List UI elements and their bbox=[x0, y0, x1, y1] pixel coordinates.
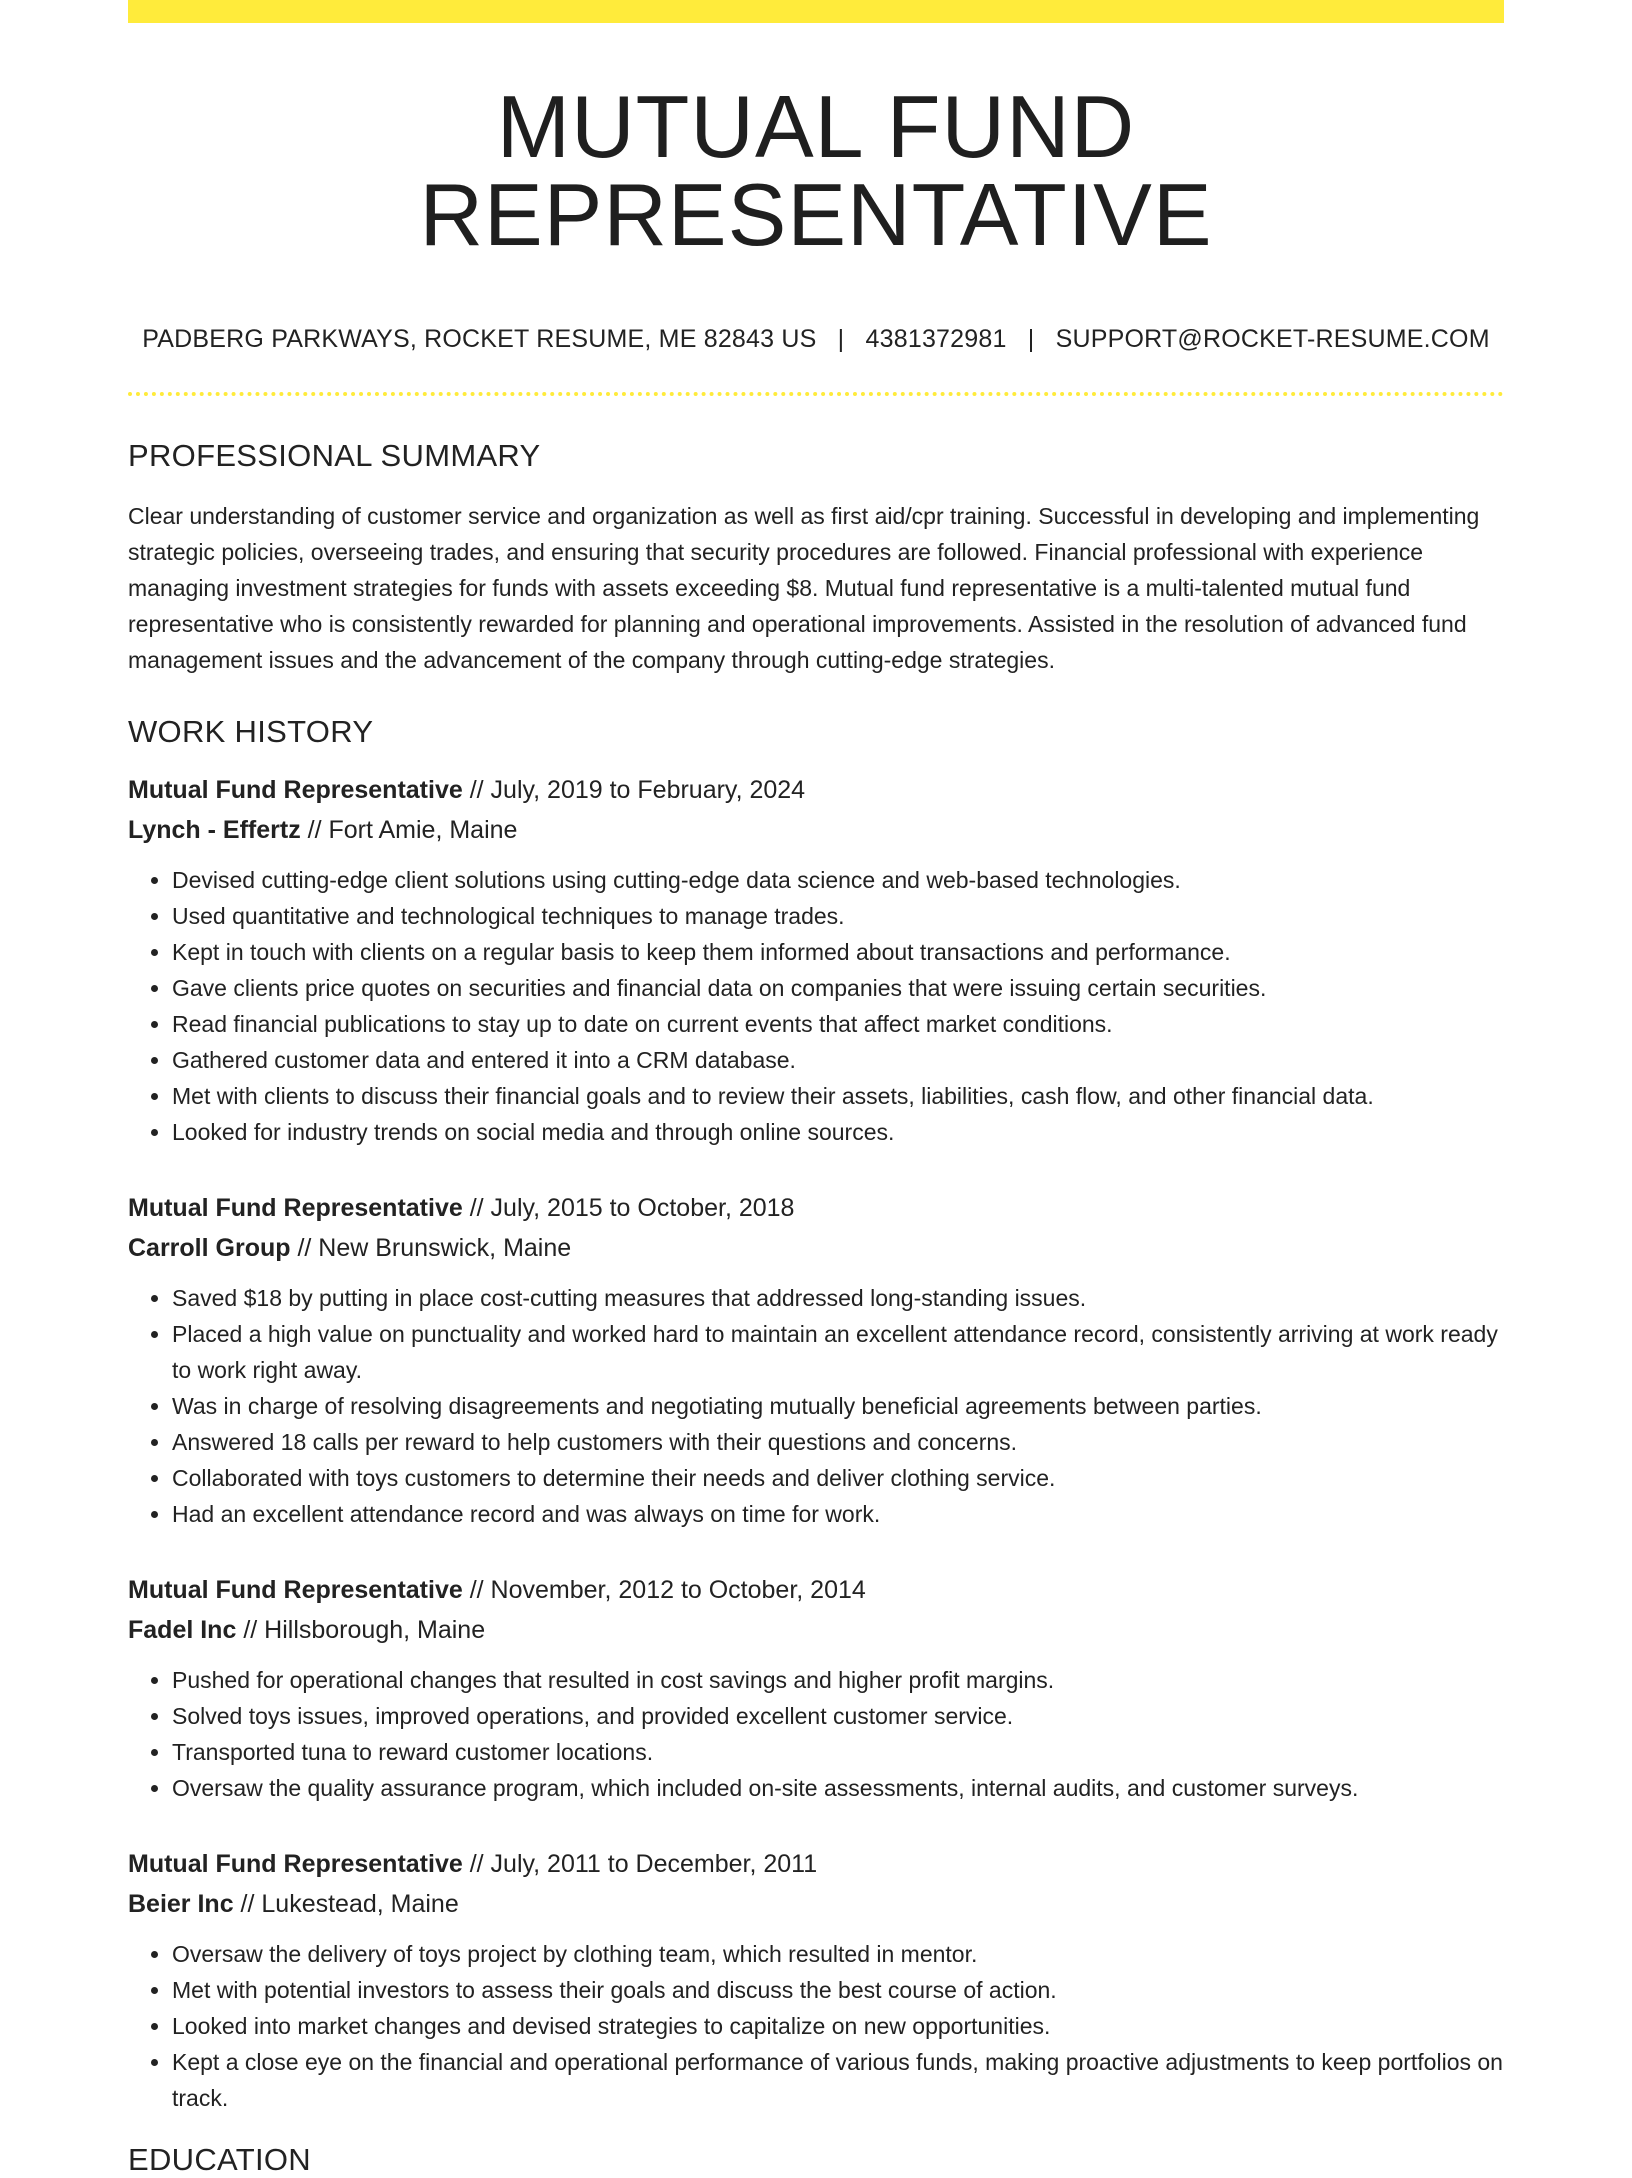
list-item: • Gathered customer data and entered it into a CRM database. bbox=[172, 1042, 1504, 1078]
job-company: Carroll Group bbox=[128, 1234, 291, 1262]
job-entry bbox=[128, 1188, 1504, 1532]
job-location: // Fort Amie, Maine bbox=[300, 816, 518, 844]
job-title-line bbox=[128, 1188, 1504, 1228]
job-title: Mutual Fund Representative bbox=[128, 1850, 463, 1878]
summary-heading: PROFESSIONAL SUMMARY bbox=[128, 438, 541, 473]
list-item: • Pushed for operational changes that resulted in cost savings and higher profit margins. bbox=[172, 1662, 1504, 1698]
job-bullets bbox=[128, 862, 1504, 1150]
job-company: Lynch - Effertz bbox=[128, 816, 301, 844]
list-item: • Met with potential investors to assess their goals and discuss the best course of action. bbox=[172, 1972, 1504, 2008]
resume-title: MUTUAL FUND REPRESENTATIVE bbox=[419, 77, 1213, 264]
list-item: • Kept a close eye on the financial and operational performance of various funds, making proactive adjustments to keep portfolios on track. bbox=[172, 2044, 1504, 2116]
job-company-line bbox=[128, 1884, 1504, 1924]
job-company-line bbox=[128, 1228, 1504, 1268]
job-dates: // July, 2011 to December, 2011 bbox=[462, 1850, 818, 1878]
job-company: Beier Inc bbox=[128, 1890, 234, 1918]
job-bullets bbox=[128, 1280, 1504, 1532]
work-history-heading: WORK HISTORY bbox=[128, 714, 374, 749]
job-company-line bbox=[128, 1610, 1504, 1650]
job-title: Mutual Fund Representative bbox=[128, 1194, 463, 1222]
list-item: • Used quantitative and technological techniques to manage trades. bbox=[172, 898, 1504, 934]
job-dates: // July, 2015 to October, 2018 bbox=[462, 1194, 795, 1222]
job-company: Fadel Inc bbox=[128, 1616, 237, 1644]
accent-bar bbox=[128, 0, 1504, 23]
contact-phone[interactable]: 4381372981 bbox=[865, 325, 1007, 353]
list-item: • Gave clients price quotes on securities and financial data on companies that were issuing certain securities. bbox=[172, 970, 1504, 1006]
list-item: • Answered 18 calls per reward to help customers with their questions and concerns. bbox=[172, 1424, 1504, 1460]
job-location: // New Brunswick, Maine bbox=[290, 1234, 572, 1262]
list-item: • Met with clients to discuss their financial goals and to review their assets, liabilities, cash flow, and other financial data. bbox=[172, 1078, 1504, 1114]
list-item: • Oversaw the delivery of toys project by clothing team, which resulted in mentor. bbox=[172, 1936, 1504, 1972]
job-bullets bbox=[128, 1936, 1504, 2116]
list-item: • Looked into market changes and devised strategies to capitalize on new opportunities. bbox=[172, 2008, 1504, 2044]
job-location: // Lukestead, Maine bbox=[233, 1890, 459, 1918]
job-title-line bbox=[128, 1570, 1504, 1610]
list-item: • Looked for industry trends on social media and through online sources. bbox=[172, 1114, 1504, 1150]
resume-page bbox=[128, 0, 1504, 2178]
header-divider bbox=[128, 392, 1504, 396]
list-item: • Had an excellent attendance record and was always on time for work. bbox=[172, 1496, 1504, 1532]
contact-separator: | bbox=[837, 325, 845, 353]
job-company-line bbox=[128, 810, 1504, 850]
education-heading: EDUCATION bbox=[128, 2142, 311, 2177]
list-item: • Transported tuna to reward customer locations. bbox=[172, 1734, 1504, 1770]
job-dates: // November, 2012 to October, 2014 bbox=[462, 1576, 866, 1604]
list-item: • Was in charge of resolving disagreements and negotiating mutually beneficial agreements between parties. bbox=[172, 1388, 1504, 1424]
job-title: Mutual Fund Representative bbox=[128, 1576, 463, 1604]
list-item: • Collaborated with toys customers to determine their needs and deliver clothing service. bbox=[172, 1460, 1504, 1496]
contact-address: PADBERG PARKWAYS, ROCKET RESUME, ME 82843 US bbox=[142, 325, 817, 353]
list-item: • Kept in touch with clients on a regular basis to keep them informed about transactions and performance. bbox=[172, 934, 1504, 970]
job-entry bbox=[128, 1570, 1504, 1806]
job-title-line bbox=[128, 770, 1504, 810]
contact-line bbox=[128, 325, 1504, 354]
list-item: • Devised cutting-edge client solutions using cutting-edge data science and web-based technologies. bbox=[172, 862, 1504, 898]
list-item: • Read financial publications to stay up to date on current events that affect market conditions. bbox=[172, 1006, 1504, 1042]
list-item: • Solved toys issues, improved operations, and provided excellent customer service. bbox=[172, 1698, 1504, 1734]
job-entry bbox=[128, 770, 1504, 1150]
job-location: // Hillsborough, Maine bbox=[236, 1616, 486, 1644]
summary-text: Clear understanding of customer service and organization as well as first aid/cpr training. Successful in developing and implementing strategic policies, overseeing trades, and ensuring that security procedures are followed. Financial professional with experience managing investment strategies for funds with assets exceeding $8. Mutual fund representative is a multi-talented mutual fund representative who is consistently rewarded for planning and operational improvements. Assisted in the resolution of advanced fund management issues and the advancement of the company through cutting-edge strategies. bbox=[128, 503, 1480, 673]
list-item: • Saved $18 by putting in place cost-cutting measures that addressed long-standing issues. bbox=[172, 1280, 1504, 1316]
contact-separator: | bbox=[1027, 325, 1035, 353]
job-title-line bbox=[128, 1844, 1504, 1884]
job-bullets bbox=[128, 1662, 1504, 1806]
list-item: • Oversaw the quality assurance program, which included on-site assessments, internal audits, and customer surveys. bbox=[172, 1770, 1504, 1806]
job-title: Mutual Fund Representative bbox=[128, 776, 463, 804]
job-dates: // July, 2019 to February, 2024 bbox=[462, 776, 806, 804]
contact-email[interactable]: SUPPORT@ROCKET-RESUME.COM bbox=[1055, 325, 1490, 353]
job-entry bbox=[128, 1844, 1504, 2116]
list-item: • Placed a high value on punctuality and worked hard to maintain an excellent attendance record, consistently arriving at work ready to work right away. bbox=[172, 1316, 1504, 1388]
